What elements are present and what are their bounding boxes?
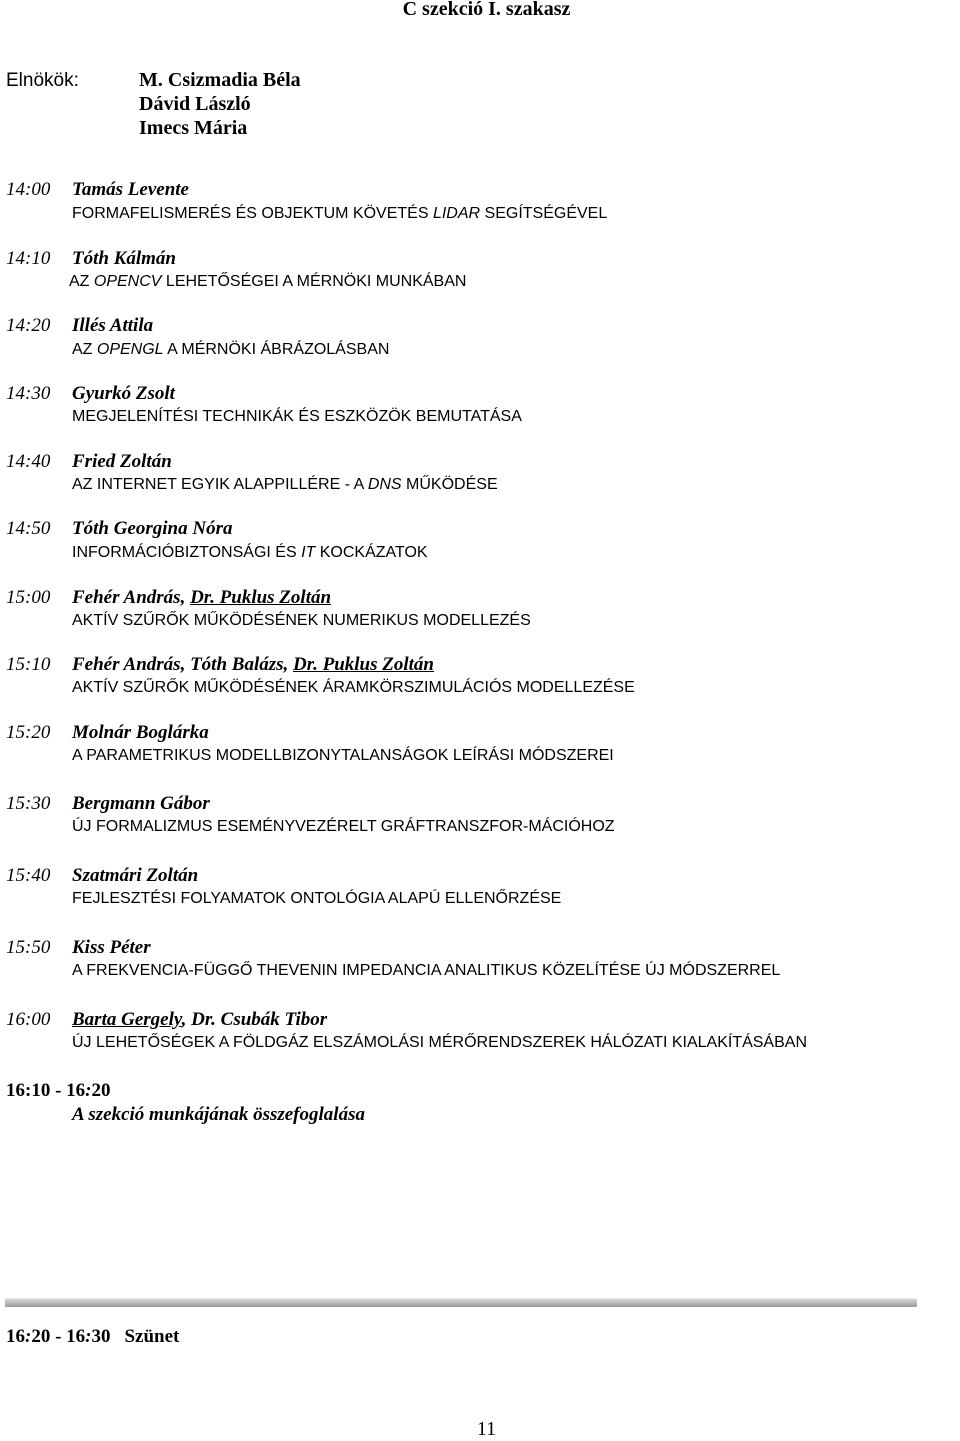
talk-time: 14:20 [6,315,51,336]
talk-title: AZ OPENCV LEHETŐSÉGEI A MÉRNÖKI MUNKÁBAN [69,273,467,290]
talk-speaker: Fehér András, Tóth Balázs, Dr. Puklus Zoltán [72,654,434,675]
talk-time: 14:10 [6,248,51,269]
talk-speaker: Tamás Levente [72,179,189,200]
section-title: C szekció I. szakasz [402,0,571,20]
talk-title: ÚJ FORMALIZMUS ESEMÉNYVEZÉRELT GRÁFTRANSZFOR-MÁCIÓHOZ [72,818,615,835]
talk-speaker: Szatmári Zoltán [72,865,199,886]
talk-title: ÚJ LEHETŐSÉGEK A FÖLDGÁZ ELSZÁMOLÁSI MÉRŐRENDSZEREK HÁLÓZATI KIALAKÍTÁSÁBAN [72,1034,807,1051]
talk-speaker: Tóth Georgina Nóra [72,518,233,539]
talk-speaker: Kiss Péter [72,937,151,958]
talk-title: A FREKVENCIA-FÜGGŐ THEVENIN IMPEDANCIA ANALITIKUS KÖZELÍTÉSE ÚJ MÓDSZERREL [72,962,781,979]
summary-time: 16:10 - 16:20 [6,1080,111,1101]
talk-speaker: Gyurkó Zsolt [72,383,175,404]
talk-title: A PARAMETRIKUS MODELLBIZONYTALANSÁGOK LEÍRÁSI MÓDSZEREI [72,747,614,764]
talk-speaker: Illés Attila [72,315,154,336]
talk-speaker: Tóth Kálmán [72,248,176,269]
talk-speaker: Bergmann Gábor [72,793,210,814]
talk-time: 15:40 [6,865,51,886]
talk-time: 15:30 [6,793,51,814]
chair-name: M. Csizmadia Béla [139,69,301,91]
talk-time: 15:50 [6,937,51,958]
talk-time: 15:00 [6,587,51,608]
chair-name: Imecs Mária [139,117,248,139]
talk-time: 14:40 [6,451,51,472]
talk-title: FORMAFELISMERÉS ÉS OBJEKTUM KÖVETÉS LIDAR SEGÍTSÉGÉVEL [72,205,608,222]
talk-title: AKTÍV SZŰRŐK MŰKÖDÉSÉNEK ÁRAMKÖRSZIMULÁCIÓS MODELLEZÉSE [72,679,635,696]
talk-title: INFORMÁCIÓBIZTONSÁGI ÉS IT KOCKÁZATOK [72,544,428,561]
talk-title: FEJLESZTÉSI FOLYAMATOK ONTOLÓGIA ALAPÚ ELLENŐRZÉSE [72,890,562,907]
talk-title: AZ OPENGL A MÉRNÖKI ÁBRÁZOLÁSBAN [72,341,390,358]
talk-title: AZ INTERNET EGYIK ALAPPILLÉRE - A DNS MŰKÖDÉSE [72,476,498,493]
chair-name: Dávid László [139,93,251,115]
talk-time: 14:30 [6,383,51,404]
talk-time: 14:50 [6,518,51,539]
horizontal-divider [5,1298,917,1307]
chairs-label: Elnökök: [6,70,79,91]
talk-time: 16:00 [6,1009,51,1030]
talk-time: 15:10 [6,654,51,675]
talk-time: 15:20 [6,722,51,743]
talk-speaker: Barta Gergely, Dr. Csubák Tibor [72,1009,328,1030]
page-number: 11 [476,1418,497,1440]
talk-speaker: Fehér András, Dr. Puklus Zoltán [72,587,332,608]
talk-title: AKTÍV SZŰRŐK MŰKÖDÉSÉNEK NUMERIKUS MODELLEZÉS [72,612,531,629]
break-label: Szünet [124,1326,180,1347]
talk-speaker: Molnár Boglárka [72,722,209,743]
talk-title: MEGJELENÍTÉSI TECHNIKÁK ÉS ESZKÖZÖK BEMUTATÁSA [72,408,522,425]
break-time: 16:20 - 16:30 [6,1326,111,1347]
talk-speaker: Fried Zoltán [72,451,172,472]
break-row [6,1326,179,1348]
summary-title: A szekció munkájának összefoglalása [72,1104,365,1125]
talk-time: 14:00 [6,179,51,200]
